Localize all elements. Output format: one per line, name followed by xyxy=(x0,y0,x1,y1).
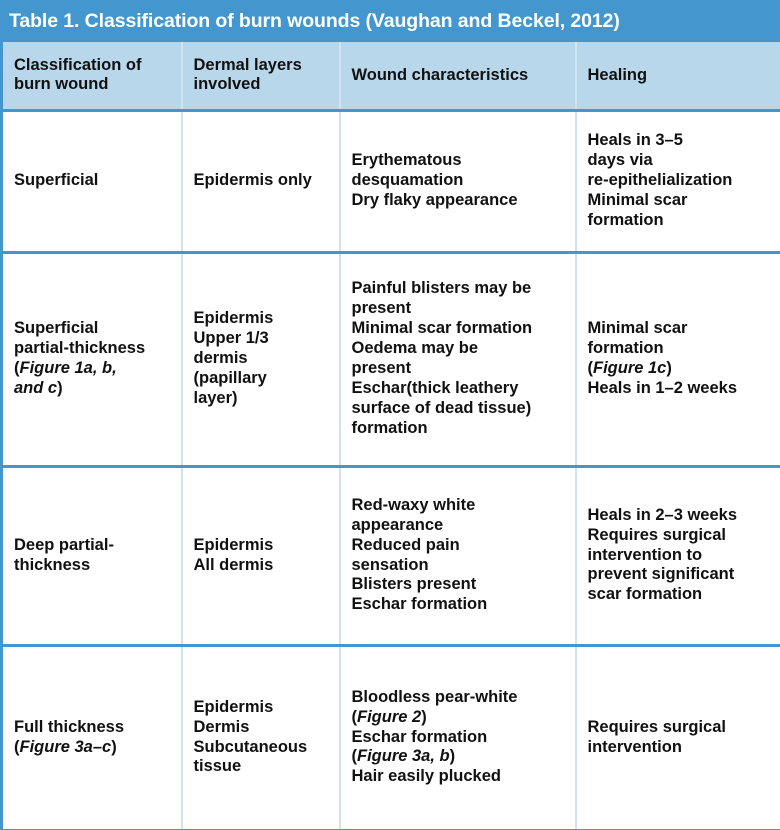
cell-line: Subcutaneous xyxy=(193,737,308,756)
cell-line: prevent significant xyxy=(587,565,735,584)
table-header-row xyxy=(2,42,780,110)
cell-line: days via xyxy=(587,151,653,170)
cell-line: Heals in 2–3 weeks xyxy=(587,505,738,524)
column-header-dermal-layers: Dermal layers involved xyxy=(182,42,340,110)
cell-line: Oedema may be xyxy=(351,339,479,358)
cell-line: Superficial xyxy=(14,171,99,190)
cell-line: Erythematous xyxy=(351,151,462,170)
cell-line: (Figure 2) xyxy=(351,707,427,726)
cell-dermal-layers xyxy=(182,645,340,830)
cell-line: Hair easily plucked xyxy=(351,767,501,786)
cell-line: re-epithelialization xyxy=(587,171,733,190)
cell-line: (Figure 1a, b, xyxy=(14,359,117,377)
cell-line: formation xyxy=(587,339,664,358)
cell-line: (papillary xyxy=(193,368,267,387)
cell-line: intervention xyxy=(587,737,682,756)
cell-line: formation xyxy=(587,210,664,229)
cell-healing xyxy=(576,110,780,252)
column-header-wound-characteristics: Wound characteristics xyxy=(340,42,576,110)
cell-line: Upper 1/3 xyxy=(193,329,269,348)
cell-line: partial-thickness xyxy=(14,339,146,358)
cell-line: Epidermis only xyxy=(193,171,312,190)
cell-wound-characteristics xyxy=(340,252,576,466)
cell-line: intervention to xyxy=(587,545,703,564)
cell-line: Epidermis xyxy=(193,697,274,716)
table-row xyxy=(2,110,780,252)
cell-line: Requires surgical xyxy=(587,525,726,544)
cell-line: formation xyxy=(351,418,428,437)
cell-dermal-layers xyxy=(182,110,340,252)
cell-line: Deep partial- xyxy=(14,535,114,554)
cell-line: desquamation xyxy=(351,171,464,190)
cell-line: Epidermis xyxy=(193,535,274,554)
cell-line: Minimal scar formation xyxy=(351,319,533,338)
table-row xyxy=(2,252,780,466)
cell-line: Eschar formation xyxy=(351,727,488,746)
cell-wound-characteristics xyxy=(340,466,576,645)
classification-table xyxy=(0,42,780,830)
cell-classification xyxy=(2,110,182,252)
cell-wound-characteristics xyxy=(340,110,576,252)
cell-line: thickness xyxy=(14,555,91,574)
cell-line: Blisters present xyxy=(351,575,477,594)
table-header xyxy=(2,42,780,110)
table-row xyxy=(2,466,780,645)
cell-classification xyxy=(2,645,182,830)
cell-classification xyxy=(2,466,182,645)
table-row xyxy=(2,645,780,830)
cell-line: present xyxy=(351,299,412,318)
cell-line: Minimal scar xyxy=(587,319,688,338)
cell-healing xyxy=(576,466,780,645)
cell-line: Epidermis xyxy=(193,309,274,328)
cell-line: and c) xyxy=(14,378,63,397)
cell-line: Superficial xyxy=(14,319,99,338)
cell-wound-characteristics xyxy=(340,645,576,830)
cell-healing xyxy=(576,645,780,830)
cell-line: layer) xyxy=(193,388,238,407)
cell-line: (Figure 1c) xyxy=(587,359,672,377)
cell-line: Minimal scar xyxy=(587,190,688,209)
cell-dermal-layers xyxy=(182,466,340,645)
cell-healing xyxy=(576,252,780,466)
cell-line: dermis xyxy=(193,349,248,368)
cell-line: present xyxy=(351,359,412,377)
cell-line: (Figure 3a–c) xyxy=(14,737,117,756)
cell-line: Full thickness xyxy=(14,717,125,736)
cell-line: Heals in 1–2 weeks xyxy=(587,378,738,397)
cell-line: Dermis xyxy=(193,717,250,736)
cell-line: Red-waxy white xyxy=(351,495,476,514)
table-body xyxy=(2,110,780,830)
cell-line: surface of dead tissue) xyxy=(351,398,532,417)
cell-line: Painful blisters may be xyxy=(351,279,532,298)
cell-line: Heals in 3–5 xyxy=(587,131,683,150)
cell-line: Dry flaky appearance xyxy=(351,190,518,209)
cell-line: Bloodless pear-white xyxy=(351,687,518,706)
cell-line: Eschar formation xyxy=(351,595,488,614)
column-header-healing: Healing xyxy=(576,42,780,110)
cell-line: (Figure 3a, b) xyxy=(351,747,456,766)
cell-line: All dermis xyxy=(193,555,274,574)
cell-line: Requires surgical xyxy=(587,717,726,736)
cell-line: scar formation xyxy=(587,585,703,604)
cell-classification xyxy=(2,252,182,466)
cell-dermal-layers xyxy=(182,252,340,466)
cell-line: sensation xyxy=(351,555,429,574)
cell-line: Reduced pain xyxy=(351,535,460,554)
table-caption: Table 1. Classification of burn wounds (Vaughan and Beckel, 2012) xyxy=(0,0,780,42)
cell-line: appearance xyxy=(351,515,444,534)
column-header-classification: Classification of burn wound xyxy=(2,42,182,110)
cell-line: Eschar(thick leathery xyxy=(351,378,519,397)
cell-line: tissue xyxy=(193,757,242,776)
